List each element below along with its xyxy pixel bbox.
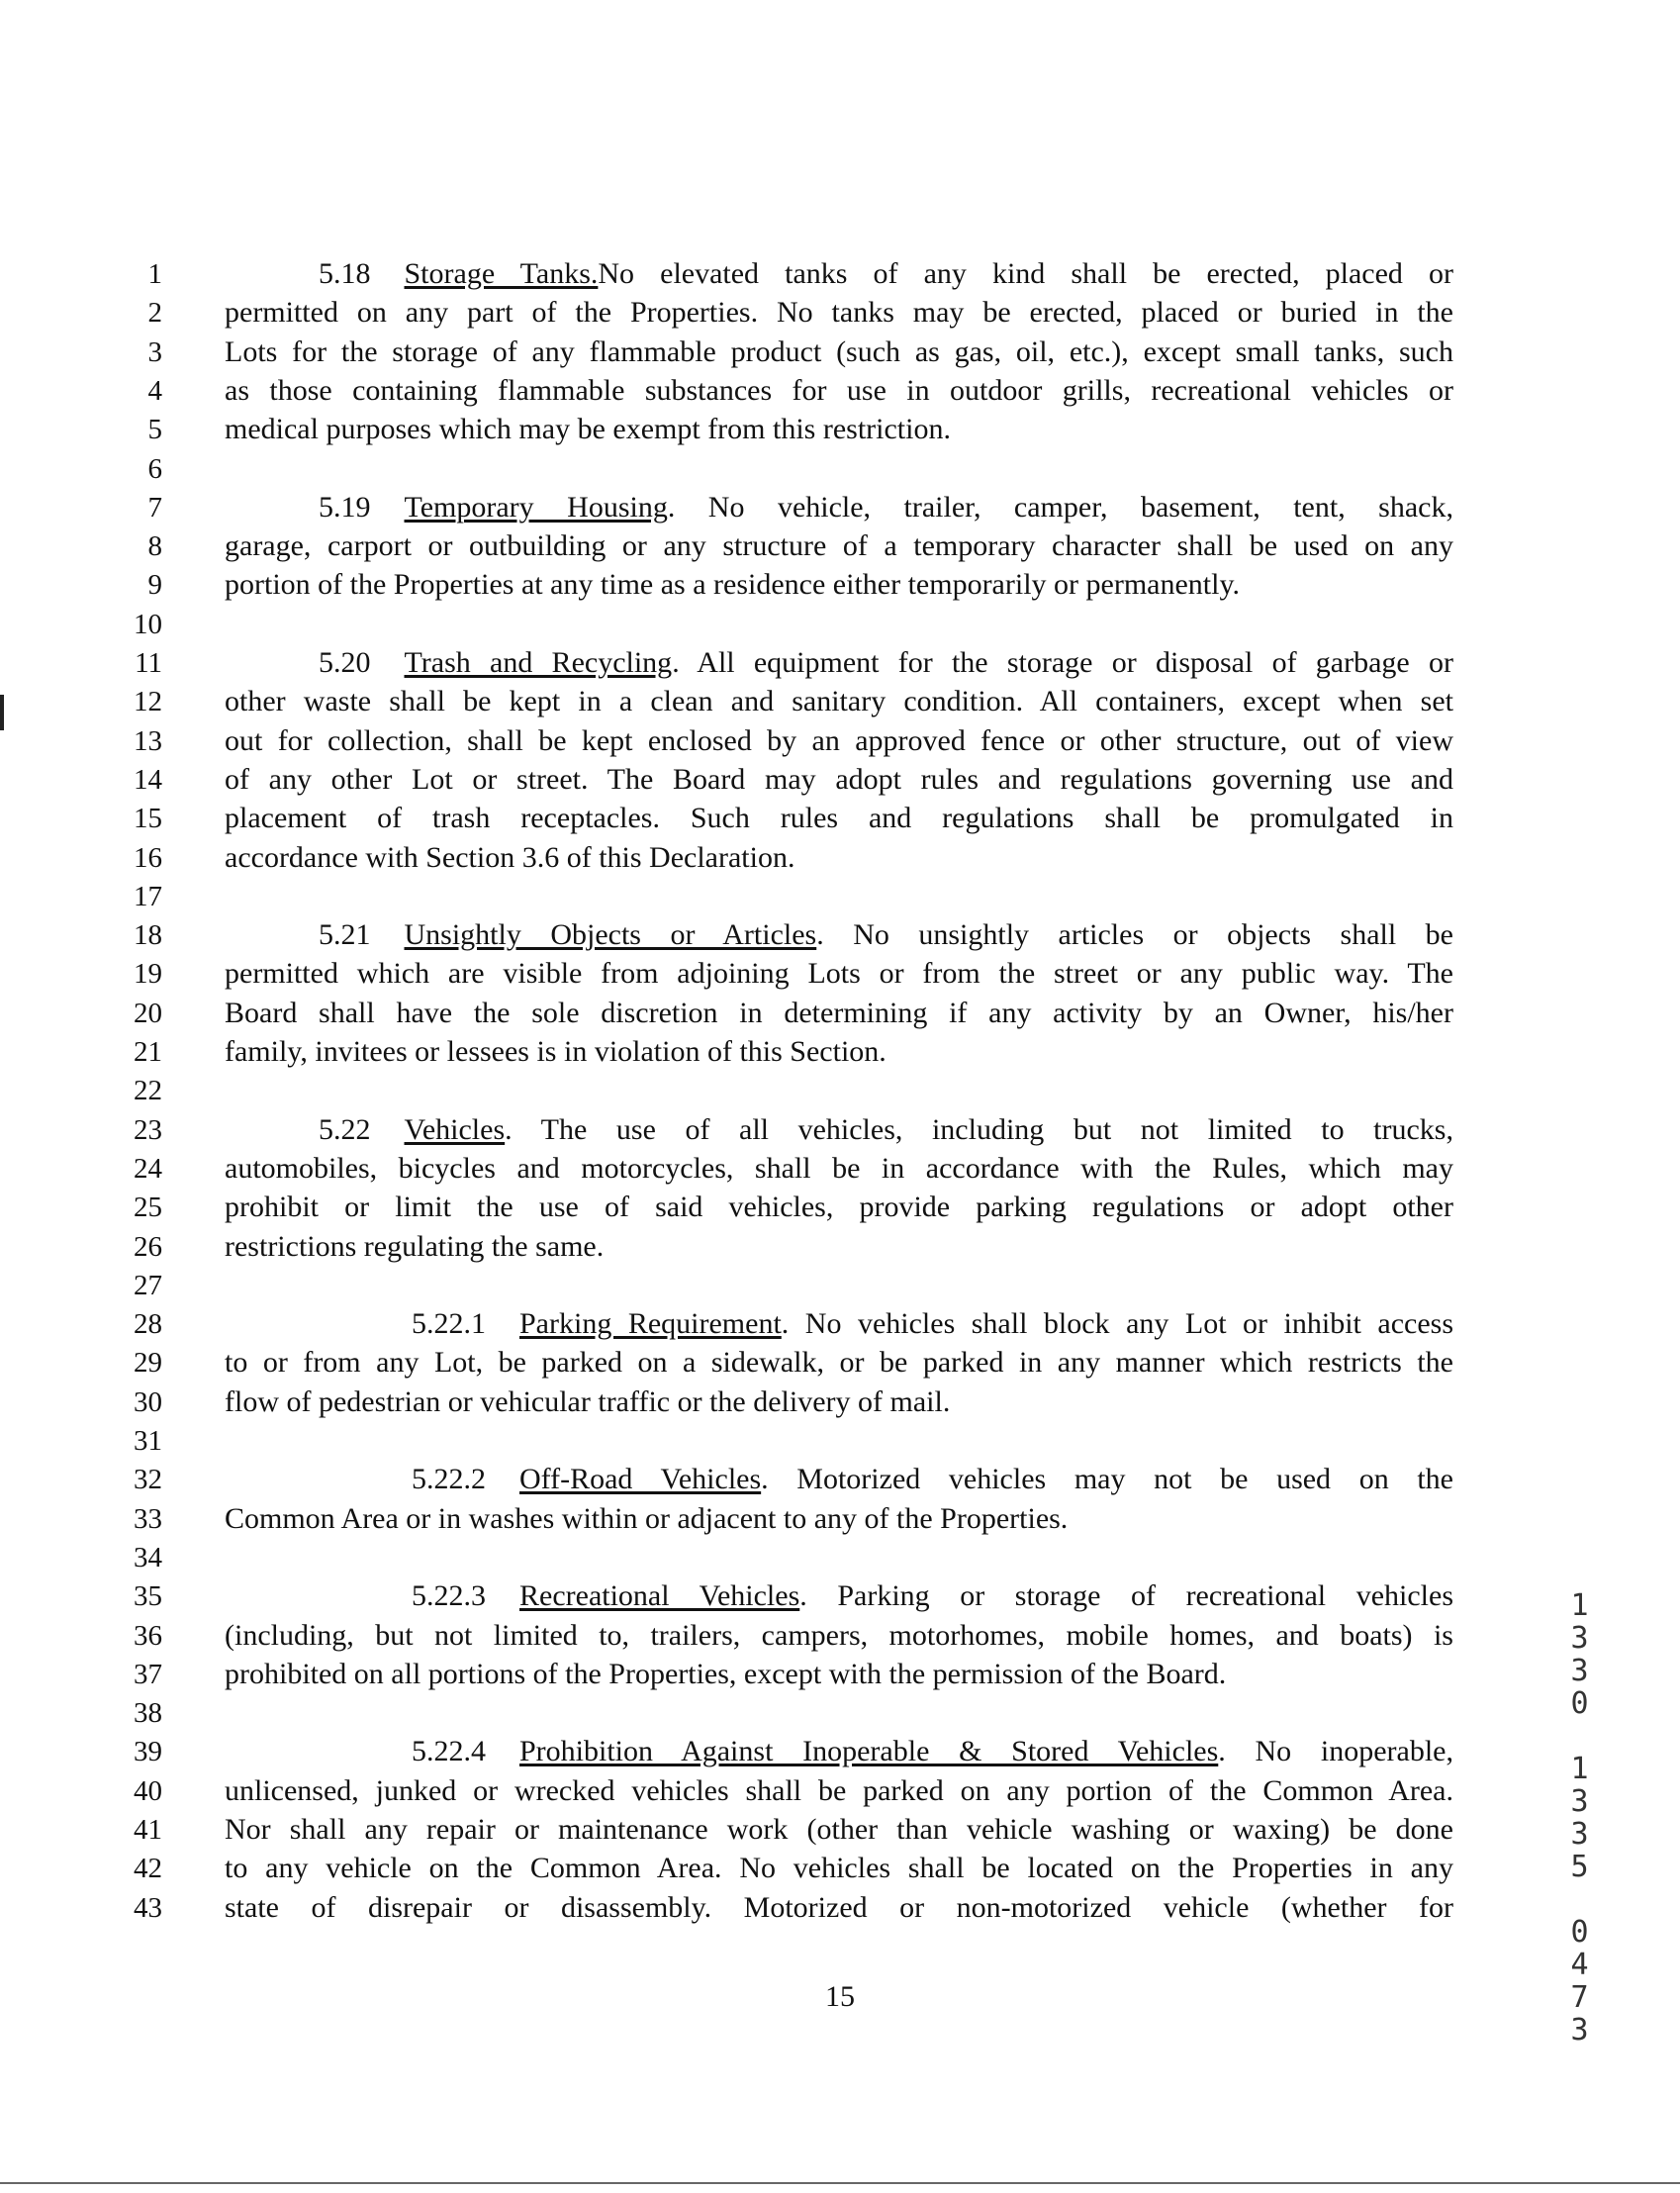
line-body: . Motorized vehicles may not be used on the (761, 1463, 1453, 1496)
document-line (0, 915, 1680, 955)
line-text (225, 1383, 1453, 1422)
scan-edge-mark (0, 695, 4, 730)
line-body: Common Area or in washes within or adjacent to any of the Properties. (225, 1501, 1069, 1535)
document-line (0, 410, 1680, 449)
section-number: 5.20 (319, 646, 371, 679)
line-body: permitted on any part of the Properties. No tanks may be erected, placed or buried in the (225, 296, 1453, 330)
line-body: Lots for the storage of any flammable product (such as gas, oil, etc.), except small tanks, such (225, 334, 1453, 368)
line-number: 14 (134, 763, 162, 796)
document-line (0, 1693, 1680, 1733)
document-line (0, 1655, 1680, 1694)
document-line (0, 1266, 1680, 1305)
line-number: 20 (134, 997, 162, 1029)
line-number: 31 (134, 1425, 162, 1457)
section-number: 5.22.3 (412, 1579, 486, 1613)
line-number: 9 (147, 569, 162, 602)
section-number: 5.19 (319, 490, 371, 524)
line-number: 34 (134, 1541, 162, 1573)
document-line (0, 449, 1680, 489)
recording-stamp: 1330 1335 0473 (1562, 1588, 1597, 2046)
section-number: 5.22.4 (412, 1735, 486, 1768)
line-number: 10 (134, 608, 162, 640)
section-heading: Vehicles (404, 1112, 506, 1146)
section-heading: Parking Requirement (519, 1307, 782, 1341)
line-number: 26 (134, 1230, 162, 1263)
line-body: other waste shall be kept in a clean and sanitary condition. All containers, except when set (225, 685, 1453, 718)
line-text (225, 1888, 1453, 1928)
document-line (0, 1616, 1680, 1656)
section-heading: Off-Road Vehicles (519, 1463, 762, 1496)
document-line (0, 1304, 1680, 1344)
line-text (225, 293, 1453, 333)
line-number: 15 (134, 803, 162, 835)
line-body: . The use of all vehicles, including but not limited to trucks, (505, 1112, 1453, 1146)
line-text (225, 1616, 1453, 1656)
line-body: to any vehicle on the Common Area. No vehicles shall be located on the Properties in any (225, 1852, 1453, 1885)
document-line (0, 721, 1680, 761)
document-line (0, 1849, 1680, 1888)
line-number: 21 (134, 1036, 162, 1068)
document-line (0, 1810, 1680, 1850)
line-body: garage, carport or outbuilding or any structure of a temporary character shall be used on any (225, 529, 1453, 563)
line-number: 29 (134, 1347, 162, 1380)
document-line (0, 254, 1680, 294)
line-number: 22 (134, 1075, 162, 1107)
line-number: 3 (147, 335, 162, 368)
document-line (0, 565, 1680, 605)
line-body: prohibit or limit the use of said vehicles, provide parking regulations or adopt other (225, 1191, 1453, 1224)
line-number: 11 (135, 647, 162, 679)
line-text (225, 994, 1453, 1033)
document-line (0, 1149, 1680, 1189)
line-text (225, 954, 1453, 994)
line-number: 36 (134, 1619, 162, 1652)
line-text (225, 1227, 1453, 1267)
document-line (0, 1888, 1680, 1928)
line-text (225, 1849, 1453, 1888)
section-number: 5.22.1 (412, 1307, 486, 1341)
document-line (0, 760, 1680, 800)
line-number: 17 (134, 880, 162, 912)
line-number: 37 (134, 1658, 162, 1690)
line-text (225, 1188, 1453, 1227)
scan-bottom-edge (0, 2182, 1680, 2184)
line-number: 6 (147, 452, 162, 485)
document-line (0, 488, 1680, 527)
line-text (225, 1810, 1453, 1850)
document-line (0, 954, 1680, 994)
line-number: 38 (134, 1697, 162, 1730)
line-text (319, 1110, 1453, 1150)
line-text (225, 760, 1453, 800)
document-line (0, 1576, 1680, 1616)
section-number: 5.22.2 (412, 1463, 486, 1496)
line-text (225, 721, 1453, 761)
line-text (412, 1460, 1453, 1499)
line-body: state of disrepair or disassembly. Motorized or non-motorized vehicle (whether for (225, 1890, 1453, 1924)
line-text (412, 1732, 1453, 1771)
document-line (0, 293, 1680, 333)
section-heading: Unsightly Objects or Articles (404, 918, 817, 952)
document-line (0, 371, 1680, 411)
line-body: out for collection, shall be kept enclosed by an approved fence or other structure, out of view (225, 723, 1453, 757)
line-text (412, 1576, 1453, 1616)
section-number: 5.22 (319, 1112, 371, 1146)
line-number: 42 (134, 1853, 162, 1885)
document-line (0, 682, 1680, 721)
document-line (0, 877, 1680, 916)
document-line (0, 1732, 1680, 1771)
document-line (0, 1421, 1680, 1461)
line-body: . No vehicle, trailer, camper, basement, tent, shack, (667, 490, 1453, 524)
line-text (225, 682, 1453, 721)
document-line (0, 333, 1680, 372)
section-number: 5.18 (319, 257, 371, 290)
line-number: 18 (134, 919, 162, 952)
line-body: . All equipment for the storage or disposal of garbage or (672, 646, 1453, 679)
line-number: 25 (134, 1192, 162, 1224)
line-text (225, 838, 1453, 878)
document-line (0, 799, 1680, 838)
section-heading: Prohibition Against Inoperable & Stored Vehicles (519, 1735, 1219, 1768)
line-text (225, 1149, 1453, 1189)
line-text (225, 1499, 1453, 1539)
line-body: of any other Lot or street. The Board may adopt rules and regulations governing use and (225, 762, 1453, 796)
line-body: medical purposes which may be exempt from this restriction. (225, 413, 951, 446)
line-number: 23 (134, 1113, 162, 1146)
line-number: 40 (134, 1774, 162, 1807)
line-number: 7 (147, 491, 162, 524)
line-body: unlicensed, junked or wrecked vehicles shall be parked on any portion of the Common Area. (225, 1773, 1453, 1807)
section-heading: Temporary Housing (404, 490, 668, 524)
line-number: 4 (147, 374, 162, 407)
line-body: accordance with Section 3.6 of this Declaration. (225, 840, 795, 874)
section-heading: Storage Tanks. (404, 257, 599, 290)
line-text (225, 371, 1453, 411)
line-text (225, 526, 1453, 566)
line-number: 12 (134, 686, 162, 718)
line-body: flow of pedestrian or vehicular traffic or the delivery of mail. (225, 1384, 951, 1418)
document-line (0, 1538, 1680, 1577)
line-text (225, 1343, 1453, 1383)
line-body: Board shall have the sole discretion in determining if any activity by an Owner, his/her (225, 996, 1453, 1029)
document-line (0, 605, 1680, 644)
line-text (225, 333, 1453, 372)
section-number: 5.21 (319, 918, 371, 952)
document-line (0, 994, 1680, 1033)
line-text (225, 799, 1453, 838)
line-number: 19 (134, 958, 162, 991)
line-number: 13 (134, 724, 162, 757)
line-text (412, 1304, 1453, 1344)
document-line (0, 838, 1680, 878)
document-line (0, 1460, 1680, 1499)
line-body: restrictions regulating the same. (225, 1229, 605, 1263)
document-line (0, 526, 1680, 566)
document-line (0, 1032, 1680, 1072)
document-line (0, 1343, 1680, 1383)
line-body: family, invitees or lessees is in violation of this Section. (225, 1035, 887, 1068)
page-number: 15 (825, 1980, 855, 2013)
line-number: 2 (147, 297, 162, 330)
line-number: 5 (147, 414, 162, 446)
line-number: 41 (134, 1814, 162, 1846)
line-body: . No vehicles shall block any Lot or inhibit access (781, 1307, 1453, 1341)
document-line (0, 1771, 1680, 1811)
line-text (225, 1032, 1453, 1072)
line-number: 43 (134, 1891, 162, 1924)
document-line (0, 1071, 1680, 1110)
line-text (225, 1655, 1453, 1694)
line-body: as those containing flammable substances for use in outdoor grills, recreational vehicles or (225, 373, 1453, 407)
line-number: 16 (134, 841, 162, 874)
line-body: automobiles, bicycles and motorcycles, shall be in accordance with the Rules, which may (225, 1151, 1453, 1185)
document-line (0, 1227, 1680, 1267)
section-heading: Trash and Recycling (404, 646, 673, 679)
line-text (319, 915, 1453, 955)
line-body: . No inoperable, (1218, 1735, 1453, 1768)
line-text (319, 254, 1453, 294)
document-line (0, 1383, 1680, 1422)
line-body: No elevated tanks of any kind shall be erected, placed or (598, 257, 1453, 290)
line-body: portion of the Properties at any time as a residence either temporarily or permanently. (225, 568, 1241, 602)
document-line (0, 1499, 1680, 1539)
document-line (0, 1110, 1680, 1150)
line-number: 27 (134, 1269, 162, 1301)
line-body: to or from any Lot, be parked on a sidewalk, or be parked in any manner which restricts the (225, 1346, 1453, 1380)
document-line (0, 1188, 1680, 1227)
line-number: 39 (134, 1736, 162, 1768)
line-number: 8 (147, 530, 162, 563)
line-body: (including, but not limited to, trailers, campers, motorhomes, mobile homes, and boats) is (225, 1618, 1453, 1652)
line-text (319, 643, 1453, 683)
line-text (225, 410, 1453, 449)
line-body: Nor shall any repair or maintenance work (other than vehicle washing or waxing) be done (225, 1813, 1453, 1846)
line-number: 32 (134, 1464, 162, 1496)
line-number: 24 (134, 1152, 162, 1185)
line-number: 33 (134, 1502, 162, 1535)
document-line (0, 643, 1680, 683)
line-text (225, 565, 1453, 605)
line-number: 30 (134, 1385, 162, 1418)
line-number: 1 (147, 258, 162, 290)
line-body: . No unsightly articles or objects shall be (816, 918, 1453, 952)
line-body: placement of trash receptacles. Such rules and regulations shall be promulgated in (225, 802, 1453, 835)
section-heading: Recreational Vehicles (519, 1579, 800, 1613)
line-number: 28 (134, 1308, 162, 1341)
line-text (319, 488, 1453, 527)
line-number: 35 (134, 1580, 162, 1613)
line-body: . Parking or storage of recreational vehicles (799, 1579, 1453, 1613)
line-body: permitted which are visible from adjoining Lots or from the street or any public way. The (225, 957, 1453, 991)
line-body: prohibited on all portions of the Properties, except with the permission of the Board. (225, 1657, 1227, 1690)
line-text (225, 1771, 1453, 1811)
